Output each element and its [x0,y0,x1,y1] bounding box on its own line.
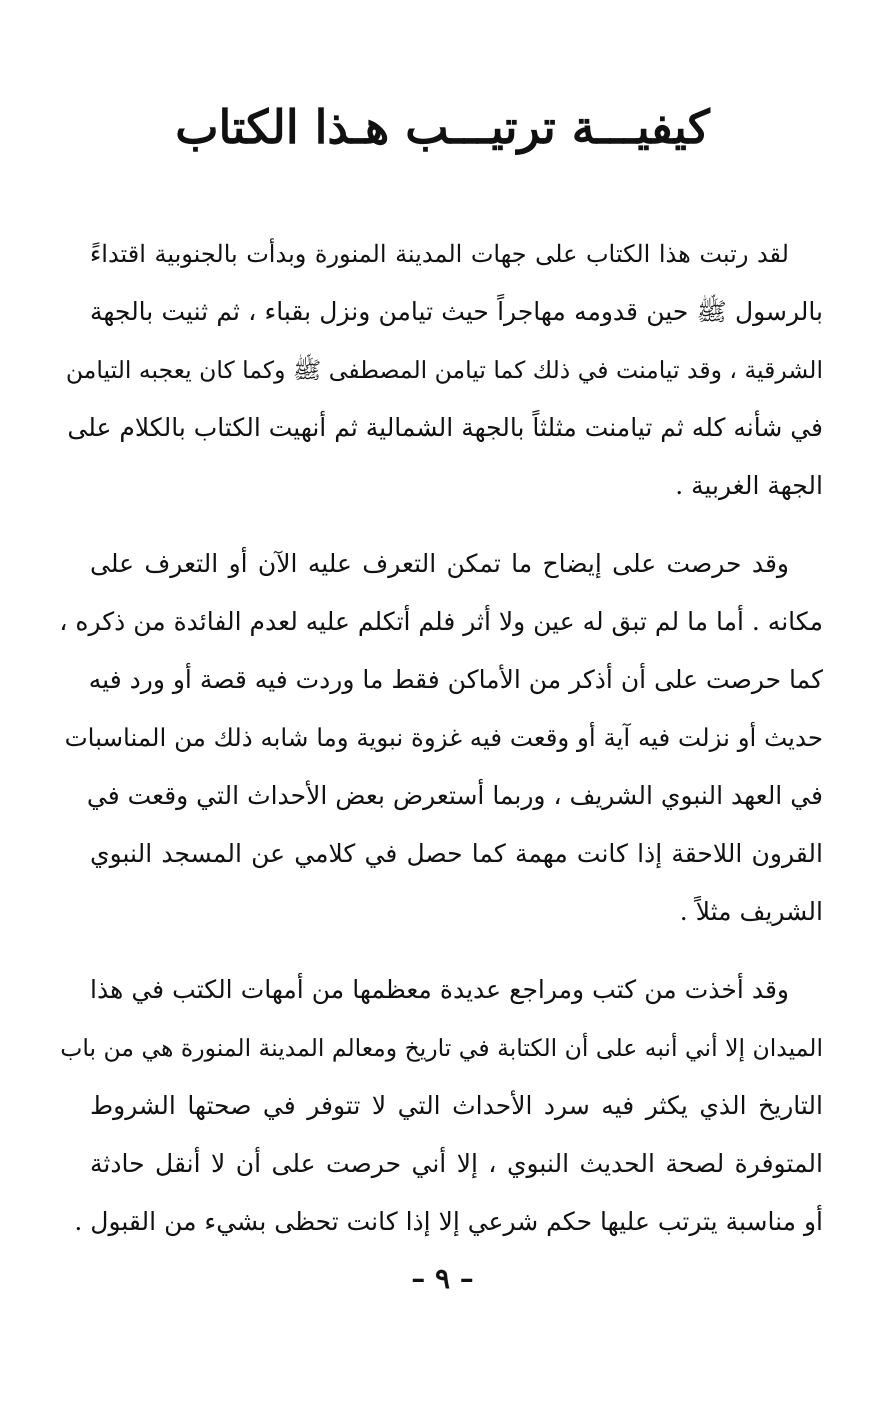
text-line: كما حرصت على أن أذكر من الأماكن فقط ما وردت فيه قصة أو ورد فيه [88,665,823,694]
paragraph-1 [65,225,823,515]
text-line: مكانه . أما ما لم تبق له عين ولا أثر فلم أتكلم عليه لعدم الفائدة من ذكره ، [59,607,823,636]
text-line: الميدان إلا أني أنبه على أن الكتابة في تاريخ ومعالم المدينة المنورة هي من باب [60,1034,823,1062]
text-line: حديث أو نزلت فيه آية أو وقعت فيه غزوة نبوية وما شابه ذلك من المناسبات [64,723,823,752]
text-line: المتوفرة لصحة الحديث النبوي ، إلا أني حرصت على أن لا أنقل حادثة [90,1149,823,1178]
page-number: – ٩ – [411,1262,474,1295]
text-line: التاريخ الذي يكثر فيه سرد الأحداث التي لا تتوفر في صحتها الشروط [90,1091,823,1120]
text-line: الشرقية ، وقد تيامنت في ذلك كما تيامن المصطفى ﷺ وكما كان يعجبه التيامن [65,356,823,384]
text-line: وقد حرصت على إيضاح ما تمكن التعرف عليه الآن أو التعرف على [90,549,789,578]
text-line: بالرسول ﷺ حين قدومه مهاجراً حيث تيامن ونزل بقباء ، ثم ثنيت بالجهة [90,297,823,326]
text-line: في شأنه كله ثم تيامنت مثلثاً بالجهة الشمالية ثم أنهيت الكتاب بالكلام على [67,413,823,442]
paragraph-3 [60,961,823,1251]
text-line: في العهد النبوي الشريف ، وربما أستعرض بعض الأحداث التي وقعت في [86,781,823,810]
text-line: أو مناسبة يترتب عليها حكم شرعي إلا إذا كانت تحظى بشيء من القبول . [74,1207,823,1236]
text-line: وقد أخذت من كتب ومراجع عديدة معظمها من أمهات الكتب في هذا [90,975,789,1004]
text-line: القرون اللاحقة إذا كانت مهمة كما حصل في كلامي عن المسجد النبوي [90,839,823,868]
text-line: لقد رتبت هذا الكتاب على جهات المدينة المنورة وبدأت بالجنوبية اقتداءً [90,240,789,268]
body-text [59,225,823,1271]
paragraph-2 [59,535,823,941]
page-title: كيفيـــة ترتيـــب هـذا الكتاب [175,100,710,154]
text-line: الشريف مثلاً . [679,897,823,926]
text-line: الجهة الغربية . [675,471,823,500]
